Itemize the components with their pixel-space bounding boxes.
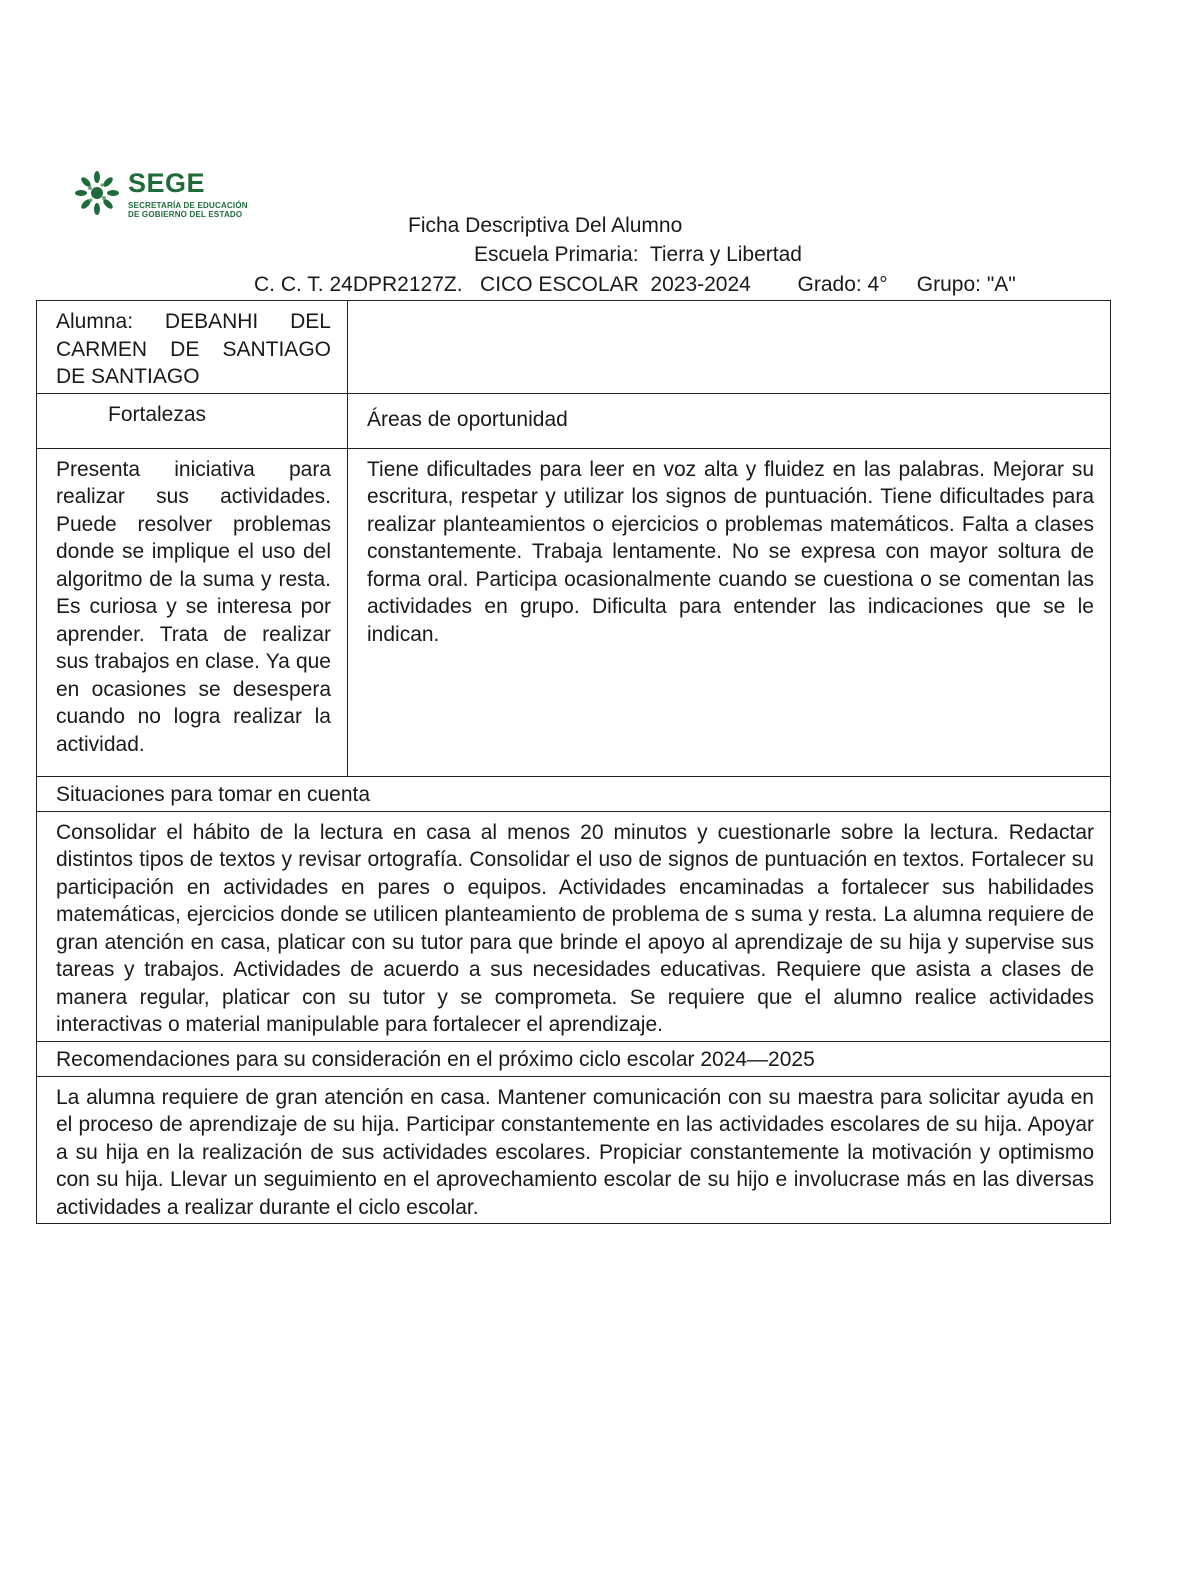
situaciones-heading: Situaciones para tomar en cuenta — [37, 776, 1111, 811]
recomendaciones-heading: Recomendaciones para su consideración en el próximo ciclo escolar 2024—2025 — [37, 1041, 1111, 1076]
sege-emblem-icon — [74, 170, 120, 216]
table-row — [37, 448, 1111, 776]
sege-logo — [74, 168, 274, 224]
table-row — [37, 1076, 1111, 1224]
empty-cell — [348, 301, 1111, 394]
table-row — [37, 1041, 1111, 1076]
situaciones-text: Consolidar el hábito de la lectura en casa al menos 20 minutos y cuestionarle sobre la lectura. Redactar distintos tipos de textos y revisar ortografía. Consolidar el uso de signos de puntuación en textos. Fortalecer su participación en actividades en pares o equipos. Actividades encaminadas a fortalecer sus habilidades matemáticas, ejercicios donde se utilicen planteamiento de problema de s suma y resta. La alumna requiere de gran atención en casa, platicar con su tutor para que brinde el apoyo al aprendizaje de su hija y supervise sus tareas y trabajos. Actividades de acuerdo a sus necesidades educativas. Requiere que asista a clases de manera regular, platicar con su tutor y se comprometa. Se requiere que el alumno realice actividades interactivas o material manipulable para fortalecer el aprendizaje. — [37, 811, 1111, 1041]
logo-wordmark: SEGE — [128, 168, 206, 198]
table-row — [37, 301, 1111, 394]
fortalezas-text: Presenta iniciativa para realizar sus actividades. Puede resolver problemas donde se implique el uso del algoritmo de la suma y resta. Es curiosa y se interesa por aprender. Trata de realizar sus trabajos en clase. Ya que en ocasiones se desespera cuando no logra realizar la actividad. — [37, 448, 348, 776]
student-name-cell: Alumna: DEBANHI DEL CARMEN DE SANTIAGO DE SANTIAGO — [37, 301, 348, 394]
document-title: Ficha Descriptiva Del Alumno — [408, 214, 683, 237]
logo-subtitle-line2: DE GOBIERNO DEL ESTADO — [128, 210, 243, 219]
table-row — [37, 393, 1111, 448]
school-name: Escuela Primaria: Tierra y Libertad — [474, 243, 802, 266]
table-row — [37, 811, 1111, 1041]
fortalezas-heading: Fortalezas — [37, 393, 348, 448]
areas-text: Tiene dificultades para leer en voz alta y fluidez en las palabras. Mejorar su escritura, respetar y utilizar los signos de puntuación. Tiene dificultades para realizar planteamientos o ejercicios o problemas matemáticos. Falta a clases constantemente. Trabaja lentamente. No se expresa con mayor soltura de forma oral. Participa ocasionalmente cuando se cuestiona o se comentan las actividades en grupo. Dificulta para entender las indicaciones que se le indican. — [348, 448, 1111, 776]
school-info: C. C. T. 24DPR2127Z. CICO ESCOLAR 2023-2024 Grado: 4° Grupo: "A" — [254, 273, 1016, 296]
table-row — [37, 776, 1111, 811]
logo-subtitle-line1: SECRETARÍA DE EDUCACIÓN — [128, 201, 248, 210]
areas-heading: Áreas de oportunidad — [348, 393, 1111, 448]
recomendaciones-text: La alumna requiere de gran atención en casa. Mantener comunicación con su maestra para solicitar ayuda en el proceso de aprendizaje de su hija. Participar constantemente en las actividades escolares de su hija. Apoyar a su hija en la realización de sus actividades escolares. Propiciar constantemente la motivación y optimismo con su hija. Llevar un seguimiento en el aprovechamiento escolar de su hijo e involucrase más en las diversas actividades a realizar durante el ciclo escolar. — [37, 1076, 1111, 1224]
student-report-table — [36, 300, 1111, 1224]
